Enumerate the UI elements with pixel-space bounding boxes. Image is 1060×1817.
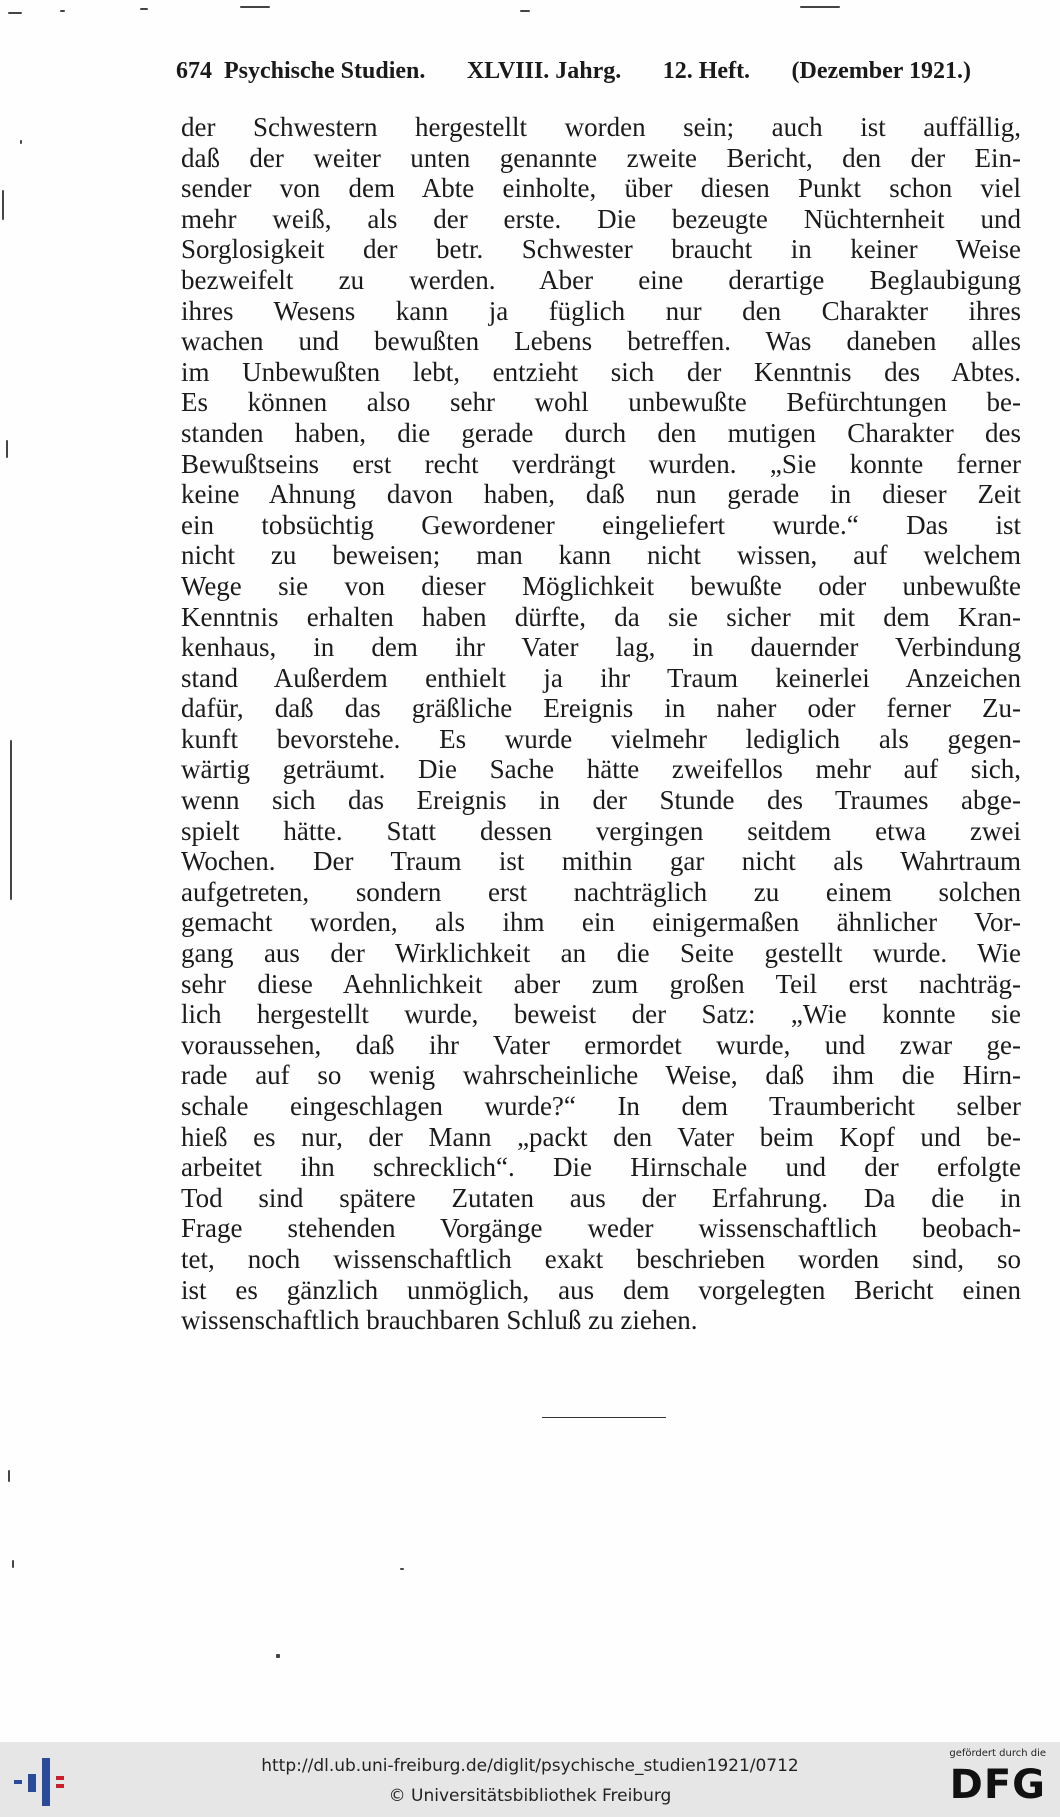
text-line: bezweifelt zu werden. Aber eine derartige Beglaubigung [181, 264, 1021, 295]
scan-speck [6, 440, 8, 458]
end-rule-gap [528, 1417, 542, 1418]
text-line: Wochen. Der Traum ist mithin gar nicht als Wahrtraum [181, 846, 1021, 877]
text-line: standen haben, die gerade durch den mutigen Charakter des [181, 417, 1021, 448]
scan-speck [276, 1654, 280, 1658]
scan-speck [240, 6, 270, 8]
scan-speck [800, 6, 840, 8]
issue-date: (Dezember 1921.) [791, 58, 971, 84]
text-line: Es können also sehr wohl unbewußte Befürchtungen be- [181, 387, 1021, 418]
scan-speck [8, 1470, 10, 1482]
text-line: gang aus der Wirklichkeit an die Seite gestellt wurde. Wie [181, 938, 1021, 969]
scan-speck [20, 140, 22, 144]
text-line: keine Ahnung davon haben, daß nun gerade in dieser Zeit [181, 479, 1021, 510]
text-line: im Unbewußten lebt, entzieht sich der Kenntnis des Abtes. [181, 356, 1021, 387]
text-line: wenn sich das Ereignis in der Stunde des Traumes abge- [181, 785, 1021, 816]
text-line: Kenntnis erhalten haben dürfte, da sie sicher mit dem Kran- [181, 601, 1021, 632]
text-line: sender von dem Abte einholte, über diesen Punkt schon viel [181, 173, 1021, 204]
text-line: dafür, daß das gräßliche Ereignis in naher oder ferner Zu- [181, 693, 1021, 724]
text-line: arbeitet ihn schrecklich“. Die Hirnschale und der erfolgte [181, 1152, 1021, 1183]
text-line: hieß es nur, der Mann „packt den Vater beim Kopf und be- [181, 1121, 1021, 1152]
page-number: 674 [176, 58, 212, 84]
text-line: Tod sind spätere Zutaten aus der Erfahrung. Da die in [181, 1182, 1021, 1213]
text-line: ihres Wesens kann ja füglich nur den Charakter ihres [181, 295, 1021, 326]
scan-speck [520, 10, 530, 12]
text-line: lich hergestellt wurde, beweist der Satz: „Wie konnte sie [181, 999, 1021, 1030]
running-title [224, 58, 971, 85]
text-line: kunft bevorstehe. Es wurde vielmehr lediglich als gegen- [181, 723, 1021, 754]
body-paragraph [181, 112, 1021, 1336]
scan-speck [8, 12, 22, 14]
footer-bar [0, 1742, 1060, 1817]
text-line: schale eingeschlagen wurde?“ In dem Traumbericht selber [181, 1091, 1021, 1121]
scan-speck [60, 10, 65, 12]
funding-note: gefördert durch die [949, 1748, 1046, 1759]
text-line: stand Außerdem enthielt ja ihr Traum keinerlei Anzeichen [181, 662, 1021, 693]
end-rule [528, 1417, 666, 1418]
text-line: spielt hätte. Statt dessen vergingen seitdem etwa zwei [181, 815, 1021, 846]
text-line: Bewußtseins erst recht verdrängt wurden. „Sie konnte ferner [181, 448, 1021, 479]
text-line: mehr weiß, als der erste. Die bezeugte Nüchternheit und [181, 203, 1021, 234]
text-line: gemacht worden, als ihm ein einigermaßen ähnlicher Vor- [181, 907, 1021, 938]
journal-title: Psychische Studien. [224, 58, 426, 84]
text-line: voraussehen, daß ihr Vater ermordet wurde, und zwar ge- [181, 1029, 1021, 1060]
text-line: tet, noch wissenschaftlich exakt beschrieben worden sind, so [181, 1243, 1021, 1274]
scan-speck [140, 8, 148, 10]
scan-speck [10, 740, 12, 900]
text-line: wissenschaftlich brauchbaren Schluß zu ziehen. [181, 1305, 698, 1336]
scan-speck [400, 1568, 404, 1570]
scan-speck [2, 190, 4, 220]
issue-label: 12. Heft. [662, 58, 751, 84]
text-line: rade auf so wenig wahrscheinliche Weise, daß ihm die Hirn- [181, 1060, 1021, 1091]
text-line: Frage stehenden Vorgänge weder wissenschaftlich beobach- [181, 1213, 1021, 1244]
text-line: der Schwestern hergestellt worden sein; auch ist auffällig, [181, 112, 1021, 142]
text-line: aufgetreten, sondern erst nachträglich zu einem solchen [181, 876, 1021, 907]
dfg-logo [928, 1748, 1046, 1812]
text-line: daß der weiter unten genannte zweite Bericht, den der Ein- [181, 142, 1021, 173]
dfg-logo-text: DFG [949, 1762, 1046, 1808]
text-line: kenhaus, in dem ihr Vater lag, in dauernder Verbindung [181, 632, 1021, 663]
text-line: ist es gänzlich unmöglich, aus dem vorgelegten Bericht einen [181, 1274, 1021, 1305]
text-line: Wege sie von dieser Möglichkeit bewußte oder unbewußte [181, 570, 1021, 601]
text-line: ein tobsüchtig Gewordener eingeliefert wurde.“ Das ist [181, 509, 1021, 540]
text-line: sehr diese Aehnlichkeit aber zum großen Teil erst nachträg- [181, 968, 1021, 999]
source-url[interactable]: http://dl.ub.uni-freiburg.de/diglit/psychische_studien1921/0712 [261, 1756, 799, 1776]
scan-speck [12, 1560, 14, 1568]
text-line: nicht zu beweisen; man kann nicht wissen, auf welchem [181, 540, 1021, 571]
text-line: wachen und bewußten Lebens betreffen. Was daneben alles [181, 326, 1021, 357]
copyright-notice: © Universitätsbibliothek Freiburg [388, 1786, 672, 1806]
running-header [176, 58, 971, 94]
text-line: wärtig geträumt. Die Sache hätte zweifellos mehr auf sich, [181, 754, 1021, 785]
text-line: Sorglosigkeit der betr. Schwester braucht in keiner Weise [181, 234, 1021, 265]
volume-label: XLVIII. Jahrg. [466, 58, 622, 84]
